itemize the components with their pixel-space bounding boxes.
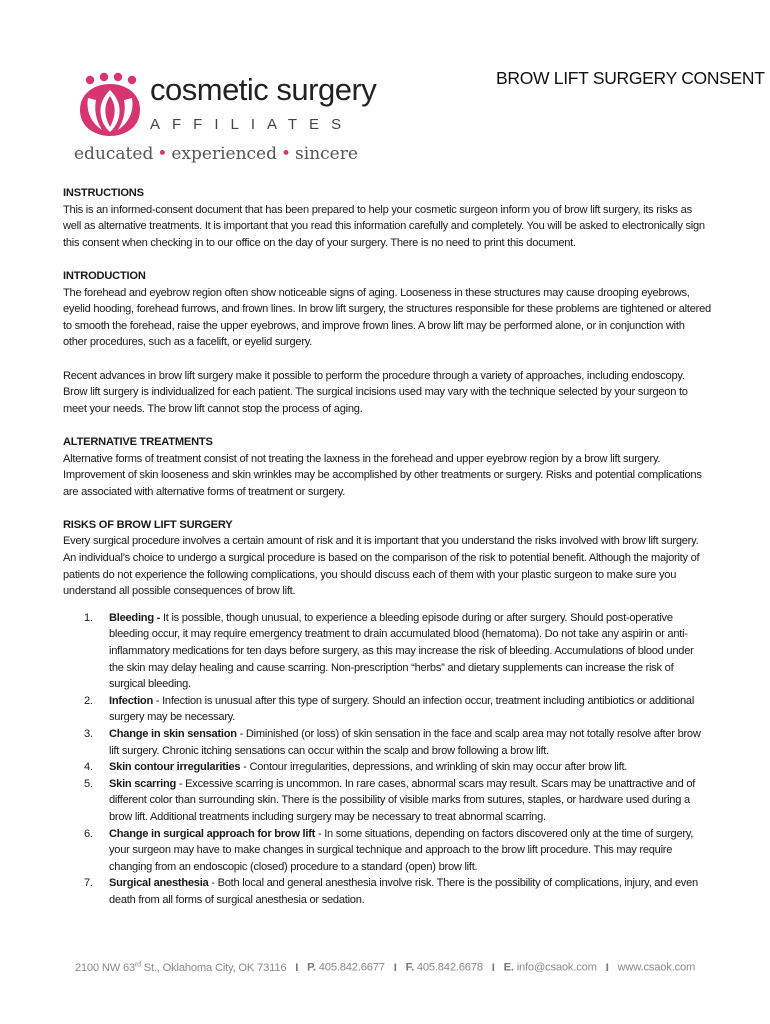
list-number: 3. [84,728,93,740]
risk-item [63,826,711,876]
risk-text: It is possible, though unusual, to experience a bleeding episode during or after surgery. Should post-operative bleeding occur, it may require emergency treatment to drain accumulated blood (hematoma). Do not take any aspirin or anti-inflammatory medications for ten days before surgery, as this may increase the risk of bleeding. Accumulations of blood under the skin may delay healing and cause scarring. Non-prescription “herbs” and dietary supplements can increase the risk of surgical bleeding. [109,611,694,691]
list-number: 1. [84,611,93,624]
tagline-word: experienced [171,144,277,164]
paragraph: Every surgical procedure involves a certain amount of risk and it is important that you understand the risks involved with brow lift surgery. An individual’s choice to undergo a surgical procedure is based on the comparison of the risk to potential benefit. Although the majority of patients do not experience the following complications, you should discuss each of them with your plastic surgeon to make sure you understand all possible consequences of brow lift. [63,535,700,598]
risk-text: - Excessive scarring is uncommon. In rare cases, abnormal scars may result. Scars may be unattractive and of different color than surrounding skin. There is the possibility of visible marks from sutures, staples, or hardware used during a brow lift. Additional treatments including surgery may be necessary to treat abnormal scarring. [109,777,696,823]
footer-phone [307,962,385,974]
brand-name: cosmetic surgery [150,72,377,107]
risk-text: - Both local and general anesthesia involve risk. There is the possibility of complications, injury, and even death from all forms of surgical anesthesia or sedation. [109,877,698,906]
risk-item [63,759,711,776]
risk-text: - In some situations, depending on factors discovered only at the time of surgery, your surgeon may have to make changes in surgical technique and approach to the brow lift procedure. This may require changing from an endoscopic (closed) procedure to a standard (open) brow lift. [109,827,694,873]
risk-text: - Infection is unusual after this type of surgery. Should an infection occur, treatment including antibiotics or additional surgery may be necessary. [109,694,695,724]
risk-term: Infection [109,694,153,707]
page-footer [0,961,770,974]
paragraph: Alternative forms of treatment consist of not treating the laxness in the forehead and upper eyebrow region by a brow lift surgery. Improvement of skin looseness and skin wrinkles may be accomplished by other treatments or surgery. Risks and potential complications are associated with alternative forms of treatment or surgery. [63,452,702,498]
risk-term: Change in skin sensation [109,728,237,740]
email-link[interactable]: info@csaok.com [513,961,597,974]
risk-list [63,610,711,909]
footer-fax [406,962,483,974]
risk-term: Skin contour irregularities [109,761,241,774]
paragraph: The forehead and eyebrow region often show noticeable signs of aging. Looseness in these structures may cause drooping eyebrows, eyelid hooding, forehead furrows, and frown lines. In brow lift surgery, the structures responsible for these problems are tightened or altered to smooth the forehead, raise the upper eyebrows, and improve frown lines. A brow lift may be performed alone, or in conjunction with other procedures, such as a facelift, or eyelid surgery. [63,286,711,349]
document-title: BROW LIFT SURGERY CONSENT [496,68,765,88]
lotus-flower-icon [76,72,144,138]
risk-item [63,726,711,759]
paragraph: Recent advances in brow lift surgery make it possible to perform the procedure through a variety of approaches, including endoscopy. Brow lift surgery is individualized for each patient. The surgical incisions used may vary with the technique selected by your surgeon to meet your needs. The brow lift cannot stop the process of aging. [63,369,688,415]
address-street: 2100 NW 63 [74,961,136,974]
list-number: 4. [84,761,93,774]
risk-term: Skin scarring [109,777,177,790]
bullet-dot-icon: • [157,144,168,164]
address-city: St., Oklahoma City, OK 73116 [140,961,287,974]
brand-subtitle: AFFILIATES [150,116,354,133]
footer-separator: I [295,961,299,974]
section-heading: INSTRUCTIONS [63,187,144,199]
fax-number: 405.842.6678 [413,961,483,974]
tagline-word: sincere [295,144,358,164]
fax-label: F. [405,961,414,974]
list-number: 5. [84,777,93,790]
risk-term: Bleeding - [109,611,161,624]
footer-separator: I [393,961,397,974]
risk-term: Change in surgical approach for brow lift [109,827,316,840]
section-introduction [63,268,711,417]
email-label: E. [503,961,514,974]
footer-email[interactable] [504,962,597,974]
risk-item [63,776,711,826]
footer-separator: I [491,961,495,974]
website-link[interactable]: www.csaok.com [617,961,696,974]
bullet-dot-icon: • [281,144,292,164]
section-instructions [63,185,711,251]
list-number: 6. [84,827,93,840]
section-alternative-treatments [63,434,711,500]
list-number: 7. [84,877,93,890]
document-body [63,185,711,909]
footer-address [75,962,287,974]
section-heading: ALTERNATIVE TREATMENTS [63,435,213,448]
section-risks [63,517,711,909]
risk-text: - Contour irregularities, depressions, and wrinkling of skin may occur after brow lift. [240,761,628,774]
risk-item [63,610,711,693]
company-logo [70,66,377,176]
brand-tagline [74,144,358,164]
risk-text: - Diminished (or loss) of skin sensation in the face and scalp area may not totally resolve after brow lift surgery. Chronic itching sensations can occur within the scalp and brow following a brow lift. [109,728,701,757]
list-number: 2. [84,694,93,707]
phone-number: 405.842.6677 [315,961,385,974]
phone-label: P. [307,961,316,974]
footer-separator: I [605,961,609,974]
section-heading: INTRODUCTION [63,269,146,282]
tagline-word: educated [74,144,154,164]
address-ordinal: rd [135,961,141,968]
paragraph: This is an informed-consent document that has been prepared to help your cosmetic surgeon inform you of brow lift surgery, its risks as well as alternative treatments. It is important that you read this information carefully and completely. You will be asked to electronically sign this consent when checking in to our office on the day of your surgery. There is no need to print this document. [63,203,705,249]
risk-item [63,875,711,908]
risk-term: Surgical anesthesia [109,877,209,890]
section-heading: RISKS OF BROW LIFT SURGERY [63,518,233,531]
risk-item [63,693,711,726]
